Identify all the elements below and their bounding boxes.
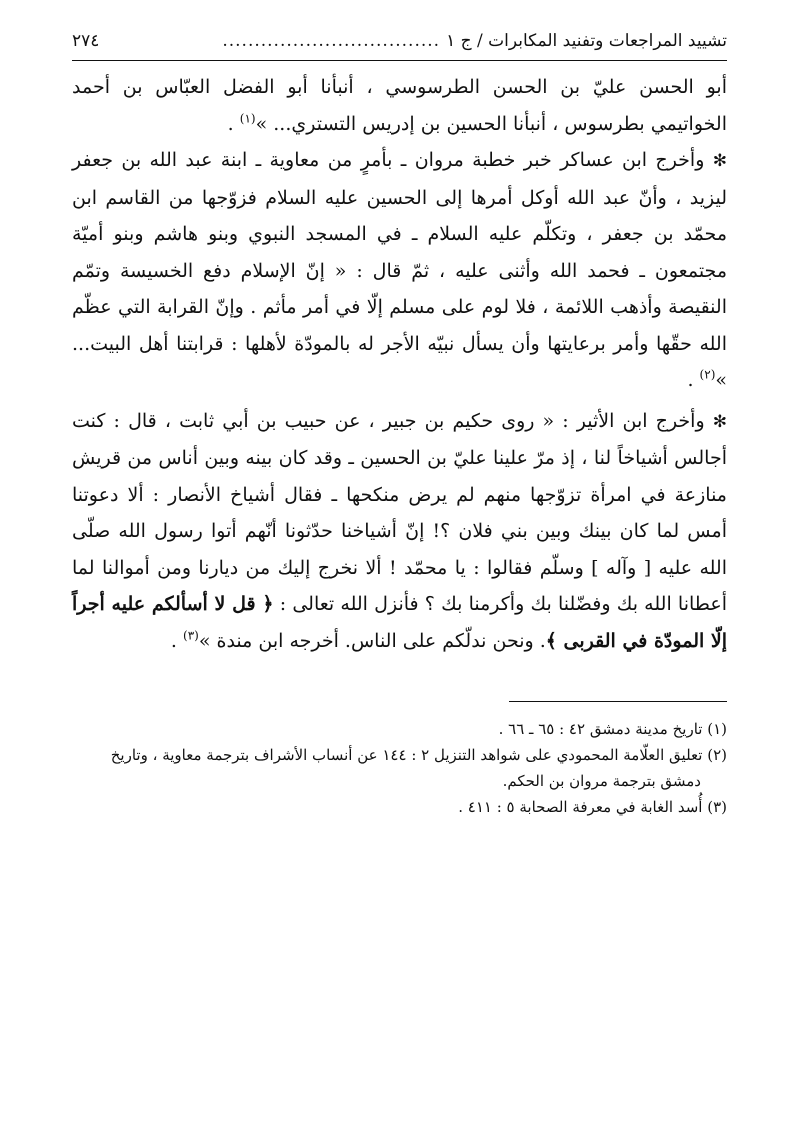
star-marker-icon: ✻ xyxy=(712,151,727,171)
paragraph-3 xyxy=(72,403,727,660)
footnote-ref-1: (١) xyxy=(239,111,256,126)
paragraph-2-end: . xyxy=(687,369,694,391)
paragraph-3-text-after: . ونحن ندلّكم على الناس. أخرجه ابن مندة » xyxy=(198,629,546,652)
paragraph-3-end: . xyxy=(170,629,177,652)
paragraph-2-text: وأخرج ابن عساكر خبر خطبة مروان ـ بأمرٍ من معاوية ـ ابنة عبد الله بن جعفر ليزيد ، وأنّ عبد الله أوكل أمرها إلى الحسين عليه السلام فزوّجها من القاسم ابن محمّد بن جعفر ، وتكلّم عليه السلام ـ في المسجد النبوي وبنو هاشم وبنو أميّة مجتمعون ـ فحمد الله وأثنى عليه ، ثمّ قال : « إنّ الإسلام دفع الخسيسة وتمّم النقيصة وأذهب اللائمة ، فلا لوم على مسلم إلّا في أمر مأثم . وإنّ القرابة التي عظّم الله حقّها وأمر برعايتها وأن يسأل نبيّه الأجر له بالمودّة لأهلها : قرابتنا أهل البيت... » xyxy=(72,149,727,391)
paragraph-1-end: . xyxy=(227,112,234,135)
page-number: ٢٧٤ xyxy=(72,31,100,51)
footnote-2: (٢) تعليق العلّامة المحمودي على شواهد التنزيل ٢ : ١٤٤ عن أنساب الأشراف بترجمة معاوية ، وتاريخ xyxy=(110,746,727,764)
footnote-separator xyxy=(509,701,727,702)
star-marker-icon: ✻ xyxy=(712,411,727,432)
footnote-2-continued: دمشق بترجمة مروان بن الحكم. xyxy=(502,772,701,790)
book-page xyxy=(72,28,727,820)
footnote-1: (١) تاريخ مدينة دمشق ٤٢ : ٦٥ ـ ٦٦ . xyxy=(498,720,727,738)
quran-verse: ﴿ قل لا أسألكم عليه أجراً إلّا المودّة في القربى ﴾ xyxy=(72,593,727,652)
paragraph-3-text: وأخرج ابن الأثير : « روى حكيم بن جبير ، عن حبيب بن أبي ثابت ، قال : كنت أجالس أشياخاً لنا ، إذ مرّ علينا عليّ بن الحسين ـ وقد كان بينه وبين أناس من قريش منازعة في امرأة تزوّجها منهم لم يرض منكحها ـ فقال أشياخ الأنصار : ألا دعوتنا أمس لما كان بينك وبين بني فلان ؟! إنّ أشياخنا حدّثونا أنّهم أتوا رسول الله صلّى الله عليه [ وآله ] وسلّم فقالوا : يا محمّد ! ألا نخرج إليك من ديارنا ومن أموالنا لما أعطانا الله بك وفضّلنا بك وأكرمنا بك ؟ فأنزل الله تعالى : xyxy=(72,409,727,615)
running-header xyxy=(72,28,727,58)
paragraph-1-text: أبو الحسن عليّ بن الحسن الطرسوسي ، أنبأنا أبو الفضل العبّاس بن أحمد الخواتيمي بطرسوس ، أنبأنا الحسين بن إدريس التستري... » xyxy=(72,76,727,135)
main-text xyxy=(72,69,727,659)
header-rule xyxy=(72,60,727,61)
book-title: تشييد المراجعات وتفنيد المكابرات / ج ١ xyxy=(446,31,727,51)
footnote-ref-3: (٣) xyxy=(183,628,199,643)
footnote-3: (٣) أُسد الغابة في معرفة الصحابة ٥ : ٤١١ . xyxy=(458,798,727,816)
footnote-ref-2: (٢) xyxy=(699,367,716,382)
paragraph-2 xyxy=(72,142,727,399)
header-leader-dots: .................................. xyxy=(222,31,441,51)
footnotes xyxy=(72,716,727,820)
header-title-group xyxy=(222,28,727,54)
paragraph-1 xyxy=(72,69,727,142)
